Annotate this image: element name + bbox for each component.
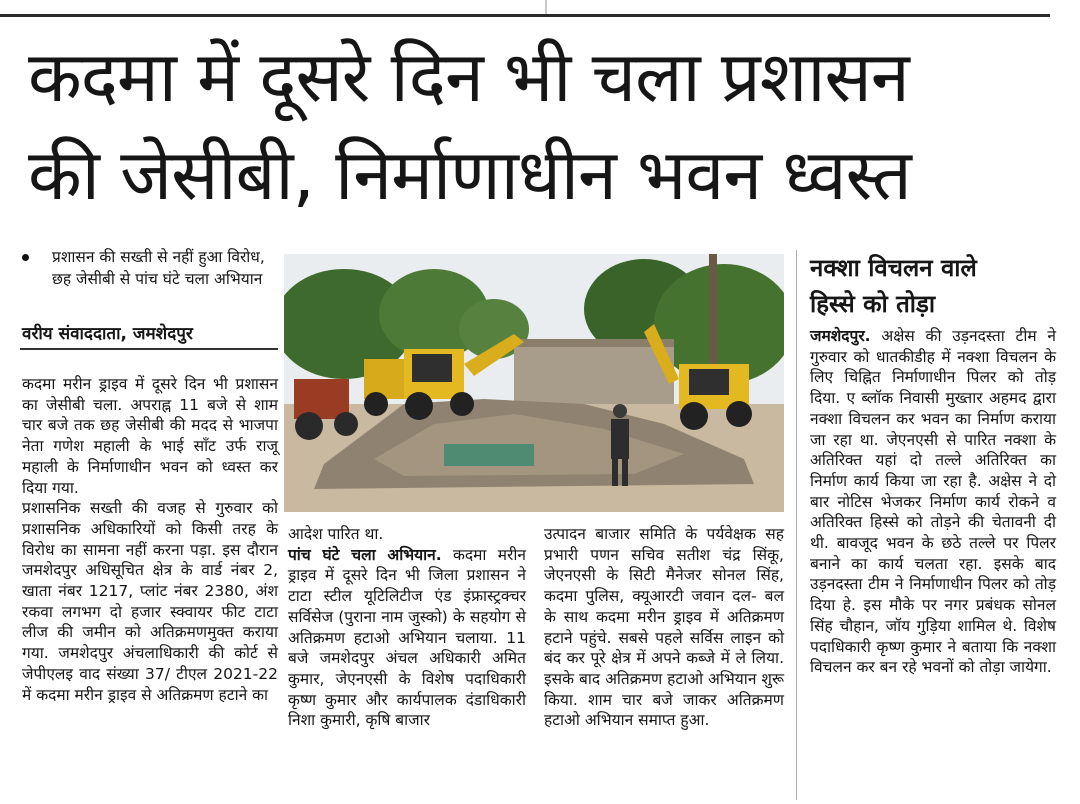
headline-line-1: कदमा में दूसरे दिन भी चला प्रशासन [28, 36, 909, 118]
subhead-five-hour-drive: पांच घंटे चला अभियान. [288, 545, 442, 564]
column-divider [796, 250, 797, 800]
bullet-icon [22, 254, 29, 261]
paragraph: प्रशासनिक सख्ती की वजह से गुरुवार को प्रशासनिक अधिकारियों को किसी तरह के विरोध का सामना नहीं करना पड़ा. इस दौरान जमशेदपुर अधिसूचित क्षेत्र के वार्ड नंबर 2, खाता नंबर 1217, प्लांट नंबर 2380, अंश रकवा लगभग दो हजार स्क्वायर फीट टाटा लीज की जमीन को अतिक्रमणमुक्त कराया गया. जमशेदपुर अंचलाधिकारी की कोर्ट से जेपीएलइ वाद संख्या 37/ टीएल 2021-22 में कदमा मरीन ड्राइव से अतिक्रमण हटाने का [22, 499, 278, 704]
column-b-body: कदमा मरीन ड्राइव में दूसरे दिन भी जिला प्रशासन ने टाटा स्टील यूटिलिटीज एंड इंफ्रास्ट्रक्चर सर्विसेज (पुराना नाम जुस्को) के सहयोग से अतिक्रमण हटाओ अभियान चलाया. 11 बजे जमशेदपुर अंचल अधिकारी अमित कुमार, जेएनएसी के विशेष पदाधिकारी कृष्ण कुमार और कार्यपालक दंडाधिकारी निशा कुमारी, कृषि बाजार [288, 545, 527, 730]
side-title-line-1: नक्शा विचलन वाले [810, 254, 977, 282]
paragraph: उत्पादन बाजार समिति के पर्यवेक्षक सह प्रभारी पणन सचिव सतीश चंद्र सिंकू, जेएनएसी के सिटी मैनेजर सोनल सिंह, कदमा पुलिस, क्यूआरटी जवान दल- बल के साथ कदमा मरीन ड्राइव में अतिक्रमण हटाने पहुंचे. सबसे पहले सर्विस लाइन को बंद कर पूरे क्षेत्र में अपने कब्जे में ले लिया. इसके बाद अतिक्रमण हटाओ अभियान शुरू किया. शाम चार बजे जाकर अतिक्रमण हटाओ अभियान समाप्त हुआ. [544, 525, 784, 730]
byline-rule [20, 348, 278, 350]
side-story-body [810, 326, 1056, 678]
paragraph [288, 524, 526, 731]
top-rule [0, 14, 1050, 17]
article-column-a [22, 374, 278, 705]
side-story-title [810, 250, 1060, 322]
paragraph: कदमा मरीन ड्राइव में दूसरे दिन भी प्रशासन का जेसीबी चला. अपराह्न 11 बजे से शाम चार बजे तक छह जेसीबी की मदद से भाजपा नेता गणेश महाली के भाई सॉंट उर्फ राजू महाली के निर्माणाधीन भवन को ध्वस्त कर दिया गया. [22, 375, 278, 497]
side-story-text: अक्षेस की उड़नदस्ता टीम ने गुरुवार को धातकीडीह में नक्शा विचलन के लिए चिह्नित निर्माणाधीन पिलर को तोड़ दिया. ए ब्लॉक निवासी मुख्तार अहमद द्वारा नक्शा विचलन कर भवन का निर्माण कराया जा रहा था. जेएनएसी से पारित नक्शा के अतिरिक्त यहां दो तल्ले अतिरिक्त का निर्माण कार्य किया जा रहा है. अक्षेस ने दो बार नोटिस भेजकर निर्माण कार्य रोकने व अतिरिक्त हिस्से को तोड़ने की चेतावनी दी थी. बावजूद भवन के छठे तल्ले पर पिलर बनाने का कार्य चलता रहा. इसके बाद उड़नदस्ता टीम ने निर्माणाधीन पिलर को तोड़ दिया हे. इस मौके पर नगर प्रबंधक सोनल सिंह चौहान, जॉय गुड़िया शामिल थे. विशेष पदाधिकारी कृष्ण कुमार ने बताया कि नक्शा विचलन कर बन रहे भवनों को तोड़ा जायेगा. [810, 327, 1056, 677]
headline [10, 28, 1070, 224]
summary-text: प्रशासन की सख्ती से नहीं हुआ विरोध, छह जेसीबी से पांच घंटे चला अभियान [52, 248, 265, 288]
summary-bullet [22, 246, 277, 290]
paragraph [810, 326, 1056, 678]
article-column-b [288, 524, 526, 731]
column-b-lead: आदेश पारित था. [288, 525, 384, 543]
side-title-line-2: हिस्से को तोड़ा [810, 290, 936, 318]
fold-marker [545, 0, 547, 14]
dateline: जमशेदपुर. [810, 327, 871, 345]
headline-line-2: की जेसीबी, निर्माणाधीन भवन ध्वस्त [28, 134, 911, 216]
article-column-c [544, 524, 784, 731]
news-photo-demolition [284, 254, 784, 512]
byline: वरीय संवाददाता, जमशेदपुर [22, 324, 193, 344]
